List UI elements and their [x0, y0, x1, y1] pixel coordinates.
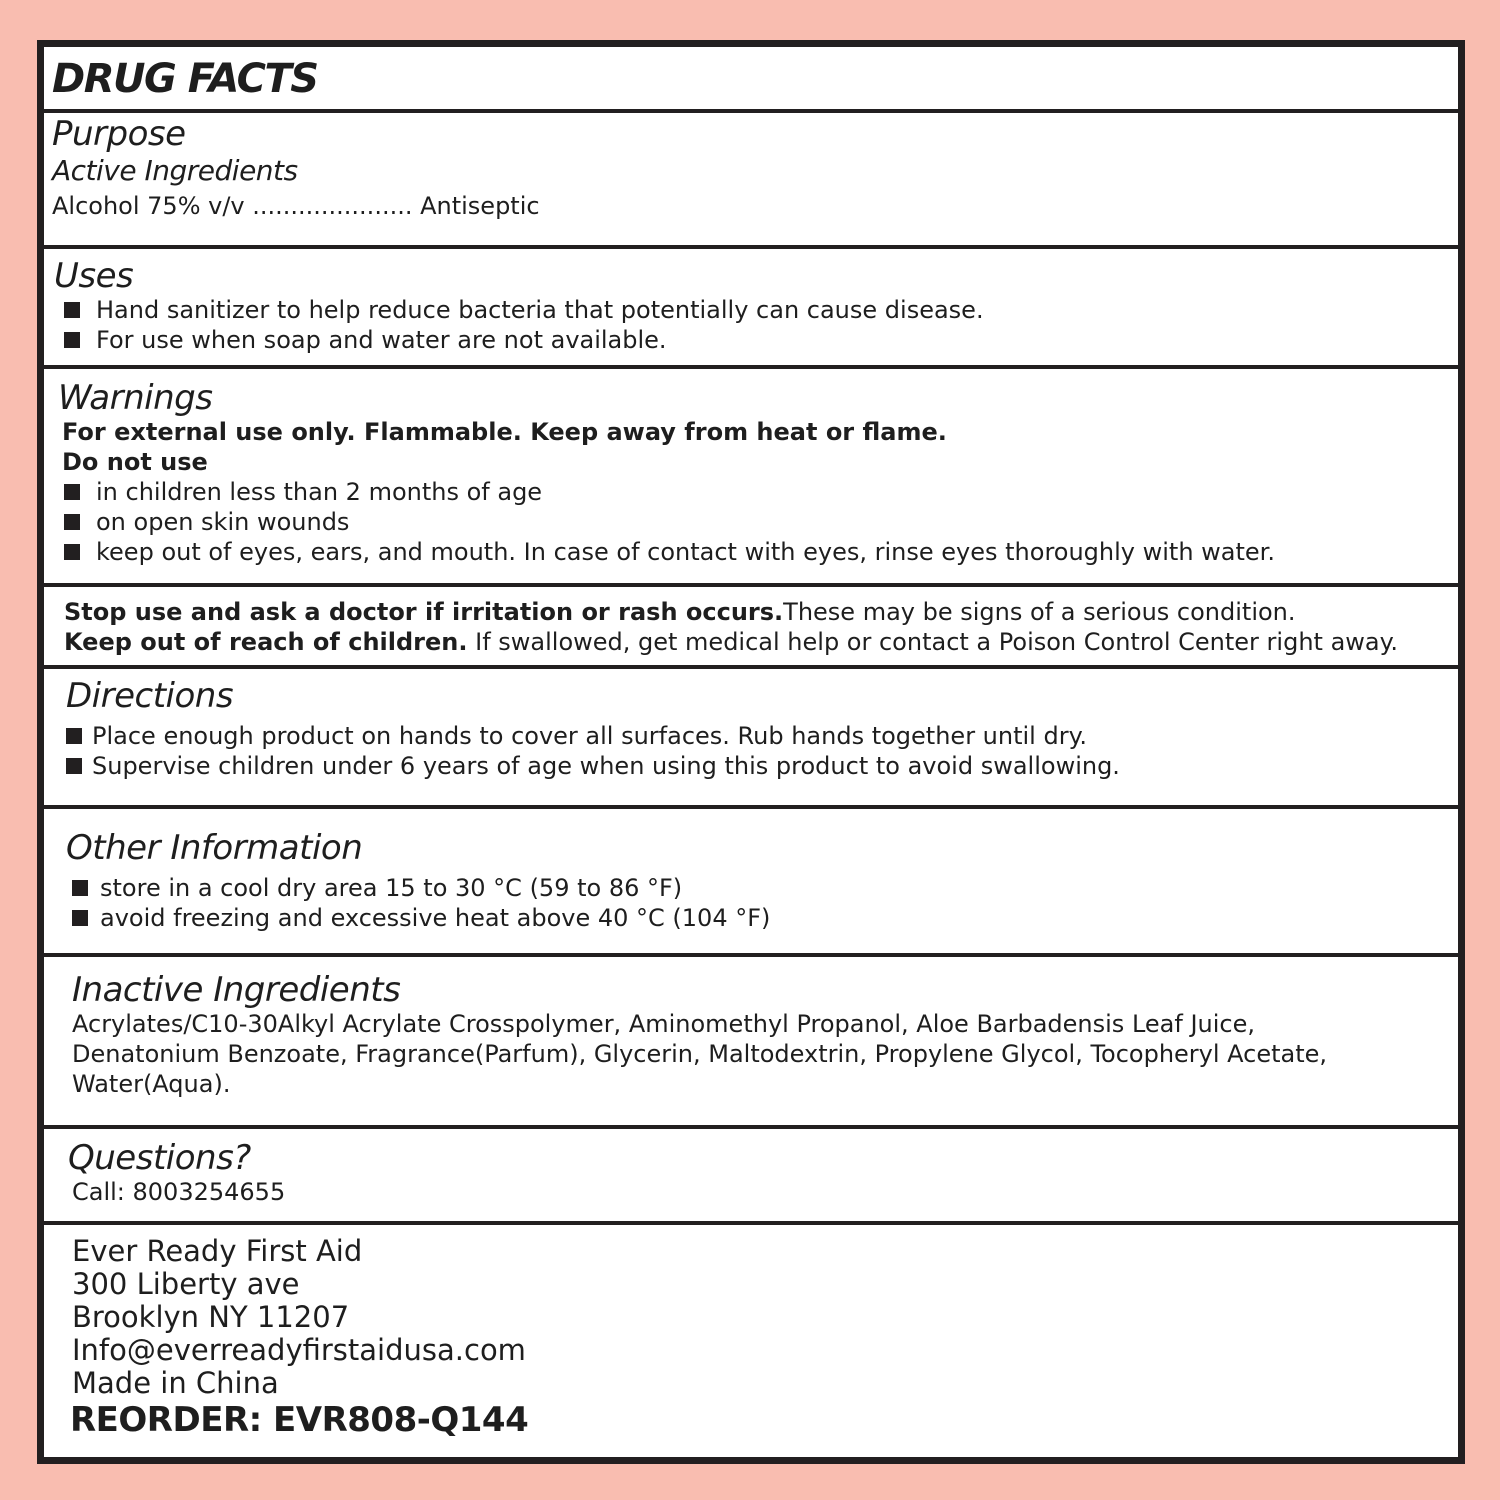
list-item — [54, 295, 1458, 325]
questions-section — [44, 1129, 1458, 1221]
drug-facts-panel — [44, 47, 1458, 1457]
square-bullet-icon — [64, 484, 80, 500]
purpose-heading: Purpose — [52, 114, 186, 154]
purpose-section — [44, 113, 1458, 245]
list-item — [54, 325, 1458, 355]
keep-out-rest: If swallowed, get medical help or contact a Poison Control Center right away. — [467, 628, 1399, 656]
company-street: 300 Liberty ave — [72, 1267, 300, 1301]
inactive-ingredients-line: Denatonium Benzoate, Fragrance(Parfum), Glycerin, Maltodextrin, Propylene Glycol, Tocopheryl Acetate, — [72, 1040, 1328, 1068]
square-bullet-icon — [66, 758, 82, 774]
reorder-code: REORDER: EVR808-Q144 — [70, 1400, 529, 1440]
do-not-use-label: Do not use — [62, 448, 208, 476]
inactive-ingredients-section — [44, 957, 1458, 1125]
stop-use-rest: These may be signs of a serious condition. — [783, 598, 1296, 626]
warnings-item: on open skin wounds — [96, 508, 350, 536]
inactive-ingredients-line: Water(Aqua). — [72, 1070, 231, 1098]
directions-item: Supervise children under 6 years of age when using this product to avoid swallowing. — [92, 752, 1120, 780]
directions-item: Place enough product on hands to cover all surfaces. Rub hands together until dry. — [92, 722, 1087, 750]
square-bullet-icon — [64, 332, 80, 348]
directions-section — [44, 669, 1458, 805]
active-ingredients-heading: Active Ingredients — [52, 154, 298, 187]
stop-use-line — [64, 597, 1458, 627]
warnings-heading: Warnings — [58, 378, 213, 418]
questions-heading: Questions? — [68, 1138, 251, 1178]
square-bullet-icon — [66, 728, 82, 744]
list-item — [66, 903, 1458, 933]
stop-use-bold: Stop use and ask a doctor if irritation or rash occurs. — [64, 598, 784, 626]
stop-use-section — [44, 587, 1458, 665]
list-item — [66, 721, 1458, 751]
drug-facts-label — [37, 40, 1465, 1464]
uses-item: Hand sanitizer to help reduce bacteria that potentially can cause disease. — [96, 296, 984, 324]
company-origin: Made in China — [72, 1366, 279, 1400]
warnings-section — [44, 369, 1458, 583]
other-information-section — [44, 809, 1458, 953]
list-item — [58, 477, 1458, 507]
inactive-ingredients-line: Acrylates/C10-30Alkyl Acrylate Crosspolymer, Aminomethyl Propanol, Aloe Barbadensis Leaf Juice, — [72, 1010, 1255, 1038]
other-information-heading: Other Information — [66, 828, 363, 868]
company-city: Brooklyn NY 11207 — [72, 1300, 350, 1334]
keep-out-line — [64, 627, 1458, 657]
square-bullet-icon — [64, 514, 80, 530]
square-bullet-icon — [64, 544, 80, 560]
list-item — [58, 537, 1458, 567]
uses-item: For use when soap and water are not available. — [96, 326, 667, 354]
list-item — [66, 751, 1458, 781]
drug-facts-title: DRUG FACTS — [52, 56, 318, 102]
square-bullet-icon — [64, 302, 80, 318]
keep-out-bold: Keep out of reach of children. — [64, 628, 468, 656]
active-ingredient-line: Alcohol 75% v/v ..................... Antiseptic — [52, 192, 540, 220]
directions-heading: Directions — [66, 676, 234, 716]
uses-section — [44, 249, 1458, 365]
square-bullet-icon — [72, 880, 88, 896]
other-information-item: avoid freezing and excessive heat above 40 °C (104 °F) — [100, 904, 771, 932]
uses-heading: Uses — [54, 256, 134, 296]
external-use-warning: For external use only. Flammable. Keep away from heat or flame. — [62, 418, 947, 446]
list-item — [66, 873, 1458, 903]
inactive-ingredients-heading: Inactive Ingredients — [72, 970, 401, 1010]
company-section — [44, 1225, 1458, 1457]
warnings-item: in children less than 2 months of age — [96, 478, 543, 506]
square-bullet-icon — [72, 910, 88, 926]
list-item — [58, 507, 1458, 537]
title-section — [44, 47, 1458, 109]
other-information-item: store in a cool dry area 15 to 30 °C (59 to 86 °F) — [100, 874, 683, 902]
company-name: Ever Ready First Aid — [72, 1234, 363, 1268]
warnings-item: keep out of eyes, ears, and mouth. In case of contact with eyes, rinse eyes thoroughly with water. — [96, 538, 1275, 566]
company-email: Info@everreadyfirstaidusa.com — [72, 1333, 526, 1367]
questions-call: Call: 8003254655 — [72, 1178, 286, 1206]
